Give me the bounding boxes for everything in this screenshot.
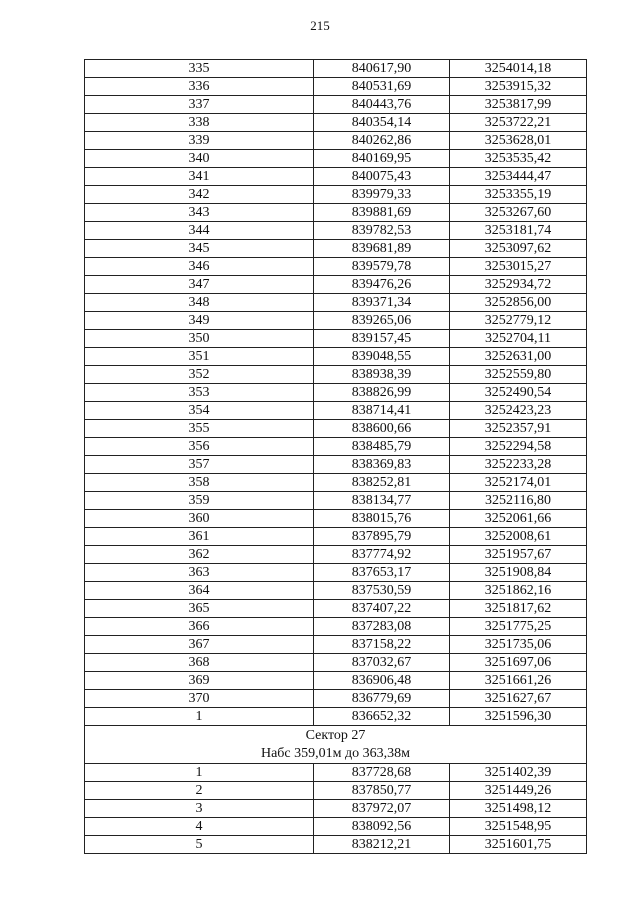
x-coordinate: 839265,06 (314, 312, 450, 330)
y-coordinate: 3254014,18 (450, 60, 587, 78)
y-coordinate: 3252008,61 (450, 528, 587, 546)
table-row (85, 366, 587, 384)
y-coordinate: 3252631,00 (450, 348, 587, 366)
x-coordinate: 839681,89 (314, 240, 450, 258)
table-row (85, 636, 587, 654)
x-coordinate: 838015,76 (314, 510, 450, 528)
coordinates-group-b (85, 764, 587, 854)
point-number: 359 (85, 492, 314, 510)
point-number: 339 (85, 132, 314, 150)
point-number: 1 (85, 708, 314, 726)
table-row (85, 312, 587, 330)
table-row (85, 818, 587, 836)
x-coordinate: 839782,53 (314, 222, 450, 240)
sector-header-cell (85, 726, 587, 764)
point-number: 357 (85, 456, 314, 474)
y-coordinate: 3251601,75 (450, 836, 587, 854)
sector-subtitle: Набс 359,01м до 363,38м (260, 746, 410, 761)
y-coordinate: 3253097,62 (450, 240, 587, 258)
y-coordinate: 3252559,80 (450, 366, 587, 384)
x-coordinate: 840169,95 (314, 150, 450, 168)
x-coordinate: 837032,67 (314, 654, 450, 672)
table-row (85, 618, 587, 636)
x-coordinate: 838212,21 (314, 836, 450, 854)
x-coordinate: 840617,90 (314, 60, 450, 78)
point-number: 344 (85, 222, 314, 240)
point-number: 348 (85, 294, 314, 312)
x-coordinate: 839476,26 (314, 276, 450, 294)
x-coordinate: 837972,07 (314, 800, 450, 818)
table-row (85, 294, 587, 312)
table-row (85, 240, 587, 258)
y-coordinate: 3251402,39 (450, 764, 587, 782)
point-number: 370 (85, 690, 314, 708)
coordinates-group-a (85, 60, 587, 726)
x-coordinate: 840354,14 (314, 114, 450, 132)
table-row (85, 96, 587, 114)
y-coordinate: 3252490,54 (450, 384, 587, 402)
x-coordinate: 836779,69 (314, 690, 450, 708)
y-coordinate: 3252357,91 (450, 420, 587, 438)
table-row (85, 564, 587, 582)
y-coordinate: 3251548,95 (450, 818, 587, 836)
x-coordinate: 838092,56 (314, 818, 450, 836)
x-coordinate: 837407,22 (314, 600, 450, 618)
sector-title: Сектор 27 (305, 728, 366, 743)
table-row (85, 132, 587, 150)
point-number: 3 (85, 800, 314, 818)
x-coordinate: 839371,34 (314, 294, 450, 312)
point-number: 363 (85, 564, 314, 582)
point-number: 341 (85, 168, 314, 186)
point-number: 335 (85, 60, 314, 78)
y-coordinate: 3253181,74 (450, 222, 587, 240)
y-coordinate: 3251735,06 (450, 636, 587, 654)
point-number: 358 (85, 474, 314, 492)
y-coordinate: 3252934,72 (450, 276, 587, 294)
x-coordinate: 838369,83 (314, 456, 450, 474)
y-coordinate: 3251596,30 (450, 708, 587, 726)
table-row (85, 204, 587, 222)
y-coordinate: 3252704,11 (450, 330, 587, 348)
point-number: 4 (85, 818, 314, 836)
y-coordinate: 3253355,19 (450, 186, 587, 204)
y-coordinate: 3252423,23 (450, 402, 587, 420)
y-coordinate: 3251862,16 (450, 582, 587, 600)
page-number: 215 (310, 18, 330, 33)
x-coordinate: 837850,77 (314, 782, 450, 800)
y-coordinate: 3252174,01 (450, 474, 587, 492)
x-coordinate: 840531,69 (314, 78, 450, 96)
table-row (85, 276, 587, 294)
y-coordinate: 3252856,00 (450, 294, 587, 312)
x-coordinate: 839579,78 (314, 258, 450, 276)
table-row (85, 510, 587, 528)
table-row (85, 78, 587, 96)
point-number: 352 (85, 366, 314, 384)
table-row (85, 420, 587, 438)
point-number: 369 (85, 672, 314, 690)
y-coordinate: 3251661,26 (450, 672, 587, 690)
y-coordinate: 3252061,66 (450, 510, 587, 528)
point-number: 350 (85, 330, 314, 348)
point-number: 340 (85, 150, 314, 168)
point-number: 2 (85, 782, 314, 800)
table-row (85, 150, 587, 168)
y-coordinate: 3252116,80 (450, 492, 587, 510)
point-number: 367 (85, 636, 314, 654)
y-coordinate: 3251957,67 (450, 546, 587, 564)
y-coordinate: 3253722,21 (450, 114, 587, 132)
table-row (85, 782, 587, 800)
table-row (85, 438, 587, 456)
table-row (85, 60, 587, 78)
x-coordinate: 837774,92 (314, 546, 450, 564)
point-number: 366 (85, 618, 314, 636)
x-coordinate: 837728,68 (314, 764, 450, 782)
point-number: 360 (85, 510, 314, 528)
table-row (85, 764, 587, 782)
table-row (85, 800, 587, 818)
point-number: 365 (85, 600, 314, 618)
x-coordinate: 838600,66 (314, 420, 450, 438)
y-coordinate: 3252294,58 (450, 438, 587, 456)
x-coordinate: 836906,48 (314, 672, 450, 690)
x-coordinate: 839048,55 (314, 348, 450, 366)
y-coordinate: 3253628,01 (450, 132, 587, 150)
y-coordinate: 3252779,12 (450, 312, 587, 330)
sector-header-group (85, 726, 587, 764)
table-row (85, 348, 587, 366)
x-coordinate: 837158,22 (314, 636, 450, 654)
point-number: 351 (85, 348, 314, 366)
coordinates-table (84, 59, 587, 854)
table-row (85, 168, 587, 186)
point-number: 336 (85, 78, 314, 96)
y-coordinate: 3253444,47 (450, 168, 587, 186)
x-coordinate: 837530,59 (314, 582, 450, 600)
x-coordinate: 839979,33 (314, 186, 450, 204)
table-row (85, 474, 587, 492)
table-row (85, 492, 587, 510)
y-coordinate: 3251627,67 (450, 690, 587, 708)
y-coordinate: 3251498,12 (450, 800, 587, 818)
point-number: 353 (85, 384, 314, 402)
point-number: 337 (85, 96, 314, 114)
point-number: 1 (85, 764, 314, 782)
x-coordinate: 840443,76 (314, 96, 450, 114)
table-row (85, 672, 587, 690)
x-coordinate: 837895,79 (314, 528, 450, 546)
y-coordinate: 3253535,42 (450, 150, 587, 168)
sector-header-row (85, 726, 587, 764)
y-coordinate: 3251775,25 (450, 618, 587, 636)
y-coordinate: 3251817,62 (450, 600, 587, 618)
table-row (85, 528, 587, 546)
x-coordinate: 839881,69 (314, 204, 450, 222)
point-number: 355 (85, 420, 314, 438)
point-number: 349 (85, 312, 314, 330)
table-row (85, 546, 587, 564)
y-coordinate: 3251697,06 (450, 654, 587, 672)
point-number: 362 (85, 546, 314, 564)
point-number: 342 (85, 186, 314, 204)
x-coordinate: 837653,17 (314, 564, 450, 582)
point-number: 338 (85, 114, 314, 132)
y-coordinate: 3253915,32 (450, 78, 587, 96)
x-coordinate: 838134,77 (314, 492, 450, 510)
x-coordinate: 838714,41 (314, 402, 450, 420)
table-row (85, 582, 587, 600)
table-row (85, 600, 587, 618)
x-coordinate: 838938,39 (314, 366, 450, 384)
point-number: 364 (85, 582, 314, 600)
point-number: 5 (85, 836, 314, 854)
x-coordinate: 838252,81 (314, 474, 450, 492)
point-number: 361 (85, 528, 314, 546)
y-coordinate: 3253015,27 (450, 258, 587, 276)
table-row (85, 186, 587, 204)
y-coordinate: 3252233,28 (450, 456, 587, 474)
x-coordinate: 838826,99 (314, 384, 450, 402)
point-number: 347 (85, 276, 314, 294)
x-coordinate: 840262,86 (314, 132, 450, 150)
table-row (85, 836, 587, 854)
x-coordinate: 837283,08 (314, 618, 450, 636)
y-coordinate: 3251449,26 (450, 782, 587, 800)
point-number: 368 (85, 654, 314, 672)
point-number: 356 (85, 438, 314, 456)
table-row (85, 402, 587, 420)
table-row (85, 708, 587, 726)
point-number: 346 (85, 258, 314, 276)
point-number: 345 (85, 240, 314, 258)
x-coordinate: 840075,43 (314, 168, 450, 186)
table-row (85, 222, 587, 240)
table-row (85, 330, 587, 348)
point-number: 343 (85, 204, 314, 222)
table-row (85, 654, 587, 672)
point-number: 354 (85, 402, 314, 420)
y-coordinate: 3253817,99 (450, 96, 587, 114)
x-coordinate: 839157,45 (314, 330, 450, 348)
table-row (85, 114, 587, 132)
table-row (85, 384, 587, 402)
table-row (85, 258, 587, 276)
y-coordinate: 3253267,60 (450, 204, 587, 222)
table-row (85, 456, 587, 474)
table-row (85, 690, 587, 708)
y-coordinate: 3251908,84 (450, 564, 587, 582)
x-coordinate: 836652,32 (314, 708, 450, 726)
x-coordinate: 838485,79 (314, 438, 450, 456)
